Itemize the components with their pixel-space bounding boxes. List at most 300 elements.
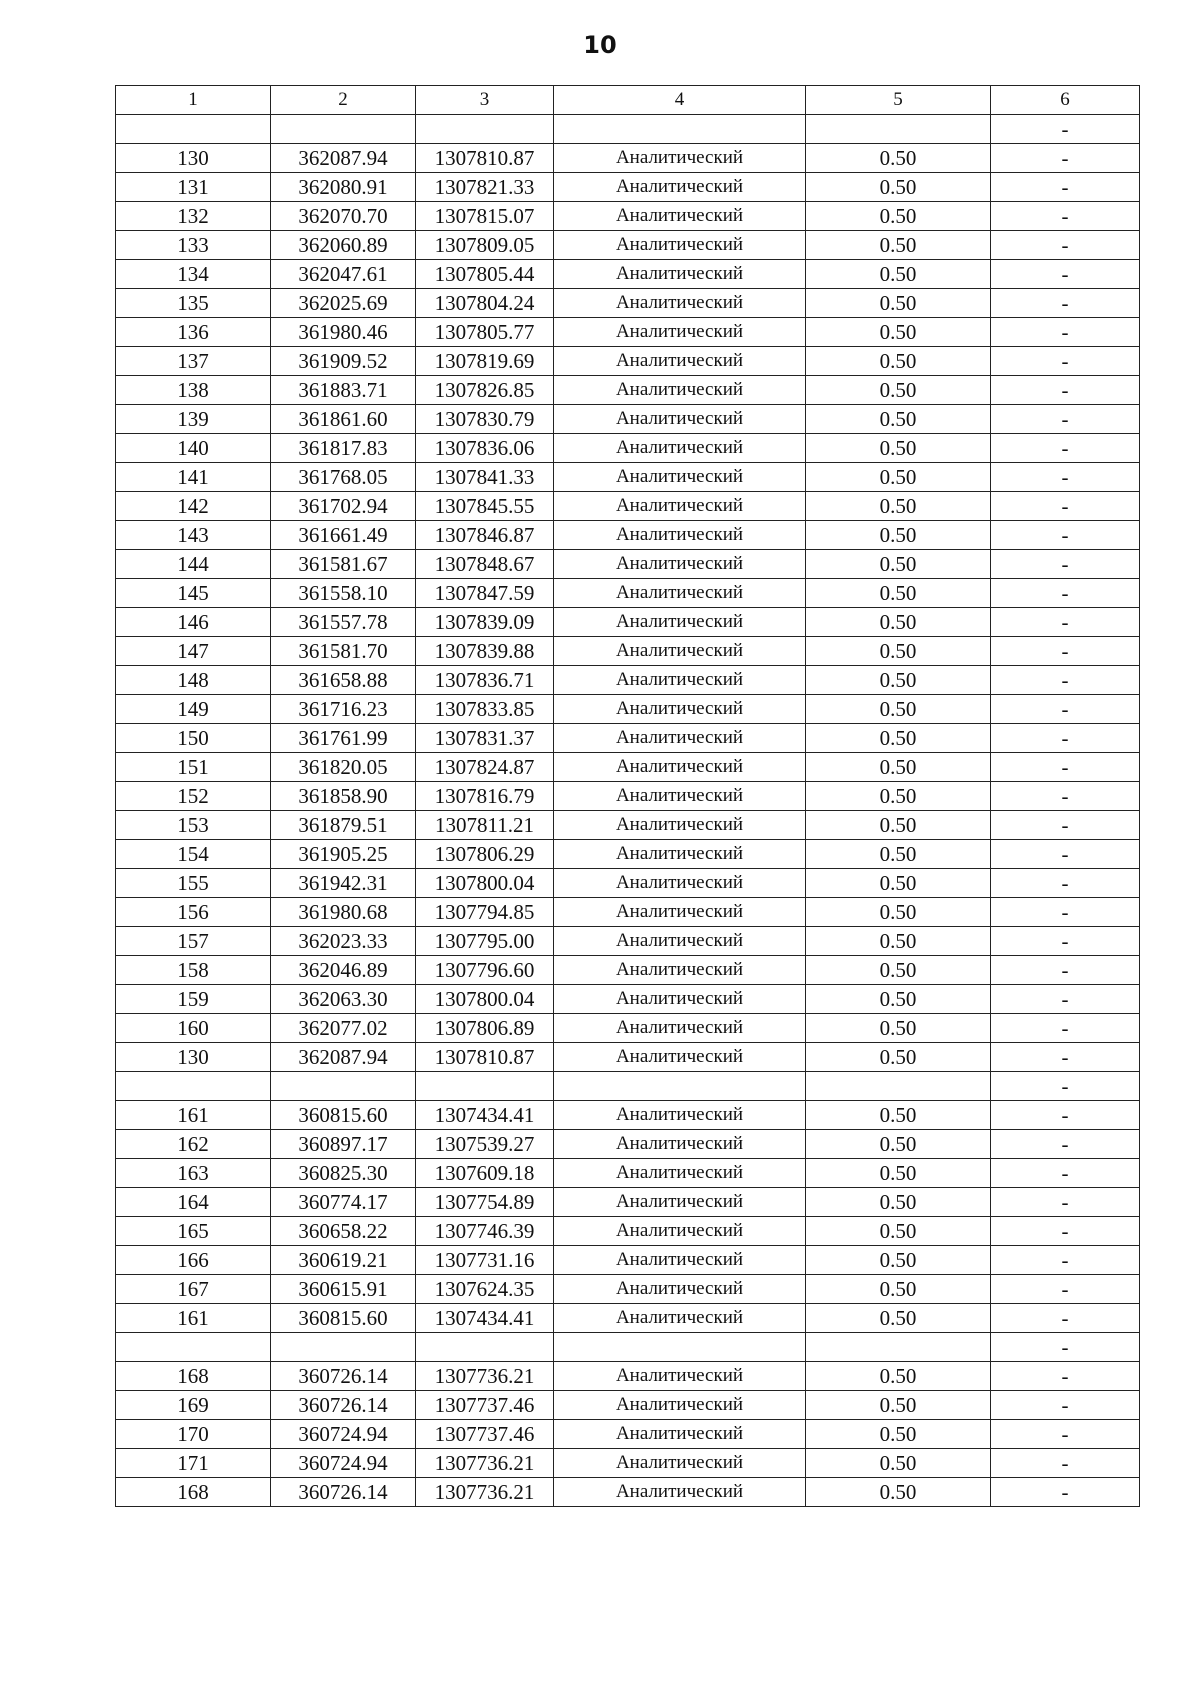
point-number-cell: 137	[116, 347, 271, 376]
accuracy-cell: 0.50	[806, 202, 991, 231]
y-coordinate-cell: 1307824.87	[416, 753, 554, 782]
accuracy-cell: 0.50	[806, 173, 991, 202]
y-coordinate-cell: 1307836.71	[416, 666, 554, 695]
table-row	[116, 260, 1140, 289]
x-coordinate-cell: 360825.30	[271, 1159, 416, 1188]
note-cell: -	[991, 1217, 1140, 1246]
accuracy-cell: 0.50	[806, 260, 991, 289]
method-cell: Аналитический	[554, 695, 806, 724]
method-cell: Аналитический	[554, 376, 806, 405]
note-cell: -	[991, 985, 1140, 1014]
note-cell: -	[991, 1304, 1140, 1333]
accuracy-cell: 0.50	[806, 811, 991, 840]
table-row	[116, 1478, 1140, 1507]
method-cell: Аналитический	[554, 666, 806, 695]
y-coordinate-cell	[416, 115, 554, 144]
x-coordinate-cell: 360724.94	[271, 1449, 416, 1478]
method-cell: Аналитический	[554, 985, 806, 1014]
point-number-cell	[116, 1333, 271, 1362]
x-coordinate-cell: 360726.14	[271, 1362, 416, 1391]
note-cell: -	[991, 927, 1140, 956]
note-cell: -	[991, 579, 1140, 608]
column-header-2: 2	[271, 86, 416, 115]
y-coordinate-cell: 1307831.37	[416, 724, 554, 753]
accuracy-cell	[806, 115, 991, 144]
x-coordinate-cell: 360724.94	[271, 1420, 416, 1449]
point-number-cell: 160	[116, 1014, 271, 1043]
column-header-1: 1	[116, 86, 271, 115]
point-number-cell: 144	[116, 550, 271, 579]
accuracy-cell: 0.50	[806, 1246, 991, 1275]
point-number-cell: 138	[116, 376, 271, 405]
table-row	[116, 869, 1140, 898]
accuracy-cell: 0.50	[806, 782, 991, 811]
accuracy-cell: 0.50	[806, 695, 991, 724]
accuracy-cell: 0.50	[806, 231, 991, 260]
table-row	[116, 202, 1140, 231]
x-coordinate-cell: 361980.46	[271, 318, 416, 347]
accuracy-cell: 0.50	[806, 1159, 991, 1188]
method-cell: Аналитический	[554, 608, 806, 637]
x-coordinate-cell: 361820.05	[271, 753, 416, 782]
point-number-cell: 158	[116, 956, 271, 985]
table-row	[116, 898, 1140, 927]
table-row	[116, 231, 1140, 260]
table-row	[116, 1043, 1140, 1072]
note-cell: -	[991, 1478, 1140, 1507]
method-cell: Аналитический	[554, 1420, 806, 1449]
table-row	[116, 550, 1140, 579]
table-body	[116, 115, 1140, 1507]
x-coordinate-cell: 362063.30	[271, 985, 416, 1014]
method-cell: Аналитический	[554, 811, 806, 840]
method-cell: Аналитический	[554, 869, 806, 898]
note-cell: -	[991, 637, 1140, 666]
table-row	[116, 1217, 1140, 1246]
note-cell: -	[991, 1362, 1140, 1391]
method-cell: Аналитический	[554, 1014, 806, 1043]
x-coordinate-cell: 361558.10	[271, 579, 416, 608]
x-coordinate-cell: 362046.89	[271, 956, 416, 985]
y-coordinate-cell: 1307794.85	[416, 898, 554, 927]
point-number-cell	[116, 115, 271, 144]
y-coordinate-cell: 1307821.33	[416, 173, 554, 202]
point-number-cell: 156	[116, 898, 271, 927]
point-number-cell: 143	[116, 521, 271, 550]
method-cell: Аналитический	[554, 1391, 806, 1420]
method-cell: Аналитический	[554, 1449, 806, 1478]
x-coordinate-cell: 361658.88	[271, 666, 416, 695]
method-cell: Аналитический	[554, 550, 806, 579]
accuracy-cell: 0.50	[806, 1130, 991, 1159]
point-number-cell: 153	[116, 811, 271, 840]
method-cell: Аналитический	[554, 579, 806, 608]
point-number-cell: 168	[116, 1362, 271, 1391]
x-coordinate-cell: 362070.70	[271, 202, 416, 231]
table-row	[116, 434, 1140, 463]
y-coordinate-cell: 1307624.35	[416, 1275, 554, 1304]
method-cell: Аналитический	[554, 144, 806, 173]
method-cell: Аналитический	[554, 1101, 806, 1130]
accuracy-cell: 0.50	[806, 318, 991, 347]
accuracy-cell: 0.50	[806, 985, 991, 1014]
accuracy-cell: 0.50	[806, 1217, 991, 1246]
point-number-cell: 132	[116, 202, 271, 231]
note-cell: -	[991, 1391, 1140, 1420]
table-row	[116, 840, 1140, 869]
note-cell: -	[991, 724, 1140, 753]
y-coordinate-cell: 1307819.69	[416, 347, 554, 376]
y-coordinate-cell: 1307847.59	[416, 579, 554, 608]
x-coordinate-cell	[271, 1333, 416, 1362]
y-coordinate-cell: 1307805.77	[416, 318, 554, 347]
x-coordinate-cell: 360615.91	[271, 1275, 416, 1304]
note-cell: -	[991, 521, 1140, 550]
x-coordinate-cell: 361661.49	[271, 521, 416, 550]
note-cell: -	[991, 260, 1140, 289]
x-coordinate-cell: 361817.83	[271, 434, 416, 463]
x-coordinate-cell: 361879.51	[271, 811, 416, 840]
y-coordinate-cell: 1307804.24	[416, 289, 554, 318]
point-number-cell: 161	[116, 1304, 271, 1333]
coordinates-table	[115, 85, 1140, 1507]
y-coordinate-cell: 1307810.87	[416, 1043, 554, 1072]
accuracy-cell: 0.50	[806, 927, 991, 956]
method-cell: Аналитический	[554, 260, 806, 289]
method-cell: Аналитический	[554, 1304, 806, 1333]
accuracy-cell: 0.50	[806, 347, 991, 376]
table-row	[116, 724, 1140, 753]
accuracy-cell: 0.50	[806, 1043, 991, 1072]
y-coordinate-cell: 1307836.06	[416, 434, 554, 463]
note-cell: -	[991, 173, 1140, 202]
point-number-cell: 145	[116, 579, 271, 608]
x-coordinate-cell: 361858.90	[271, 782, 416, 811]
method-cell: Аналитический	[554, 1130, 806, 1159]
x-coordinate-cell: 360815.60	[271, 1304, 416, 1333]
accuracy-cell: 0.50	[806, 144, 991, 173]
x-coordinate-cell: 361557.78	[271, 608, 416, 637]
point-number-cell: 130	[116, 144, 271, 173]
table-row	[116, 1391, 1140, 1420]
y-coordinate-cell: 1307806.89	[416, 1014, 554, 1043]
y-coordinate-cell: 1307609.18	[416, 1159, 554, 1188]
y-coordinate-cell: 1307800.04	[416, 985, 554, 1014]
note-cell: -	[991, 1159, 1140, 1188]
point-number-cell: 140	[116, 434, 271, 463]
y-coordinate-cell: 1307811.21	[416, 811, 554, 840]
x-coordinate-cell: 362080.91	[271, 173, 416, 202]
point-number-cell: 142	[116, 492, 271, 521]
table-row	[116, 579, 1140, 608]
y-coordinate-cell: 1307539.27	[416, 1130, 554, 1159]
y-coordinate-cell: 1307737.46	[416, 1420, 554, 1449]
table-row	[116, 376, 1140, 405]
accuracy-cell: 0.50	[806, 869, 991, 898]
point-number-cell: 131	[116, 173, 271, 202]
method-cell: Аналитический	[554, 434, 806, 463]
x-coordinate-cell: 360774.17	[271, 1188, 416, 1217]
table-row	[116, 318, 1140, 347]
method-cell: Аналитический	[554, 1275, 806, 1304]
note-cell: -	[991, 666, 1140, 695]
note-cell: -	[991, 289, 1140, 318]
y-coordinate-cell: 1307810.87	[416, 144, 554, 173]
x-coordinate-cell: 361905.25	[271, 840, 416, 869]
note-cell: -	[991, 1101, 1140, 1130]
point-number-cell: 171	[116, 1449, 271, 1478]
accuracy-cell: 0.50	[806, 840, 991, 869]
method-cell: Аналитический	[554, 347, 806, 376]
y-coordinate-cell: 1307841.33	[416, 463, 554, 492]
y-coordinate-cell: 1307830.79	[416, 405, 554, 434]
point-number-cell: 135	[116, 289, 271, 318]
point-number-cell: 152	[116, 782, 271, 811]
y-coordinate-cell: 1307434.41	[416, 1101, 554, 1130]
method-cell: Аналитический	[554, 1478, 806, 1507]
table-row	[116, 782, 1140, 811]
note-cell: -	[991, 1333, 1140, 1362]
point-number-cell: 134	[116, 260, 271, 289]
point-number-cell: 141	[116, 463, 271, 492]
point-number-cell: 147	[116, 637, 271, 666]
method-cell: Аналитический	[554, 1246, 806, 1275]
table-row	[116, 347, 1140, 376]
note-cell: -	[991, 463, 1140, 492]
note-cell: -	[991, 1420, 1140, 1449]
accuracy-cell: 0.50	[806, 1188, 991, 1217]
x-coordinate-cell: 361761.99	[271, 724, 416, 753]
y-coordinate-cell: 1307754.89	[416, 1188, 554, 1217]
method-cell	[554, 115, 806, 144]
y-coordinate-cell: 1307736.21	[416, 1449, 554, 1478]
accuracy-cell: 0.50	[806, 405, 991, 434]
x-coordinate-cell: 361942.31	[271, 869, 416, 898]
point-number-cell	[116, 1072, 271, 1101]
method-cell: Аналитический	[554, 289, 806, 318]
point-number-cell: 150	[116, 724, 271, 753]
table-row	[116, 1101, 1140, 1130]
table-row	[116, 1246, 1140, 1275]
method-cell: Аналитический	[554, 521, 806, 550]
accuracy-cell	[806, 1072, 991, 1101]
point-number-cell: 166	[116, 1246, 271, 1275]
accuracy-cell: 0.50	[806, 637, 991, 666]
table-row	[116, 521, 1140, 550]
y-coordinate-cell: 1307826.85	[416, 376, 554, 405]
accuracy-cell: 0.50	[806, 1101, 991, 1130]
point-number-cell: 162	[116, 1130, 271, 1159]
point-number-cell: 130	[116, 1043, 271, 1072]
accuracy-cell: 0.50	[806, 521, 991, 550]
accuracy-cell: 0.50	[806, 724, 991, 753]
table-row	[116, 289, 1140, 318]
method-cell: Аналитический	[554, 840, 806, 869]
x-coordinate-cell: 360897.17	[271, 1130, 416, 1159]
table-row	[116, 1449, 1140, 1478]
x-coordinate-cell	[271, 115, 416, 144]
point-number-cell: 165	[116, 1217, 271, 1246]
method-cell: Аналитический	[554, 927, 806, 956]
y-coordinate-cell: 1307848.67	[416, 550, 554, 579]
method-cell: Аналитический	[554, 1043, 806, 1072]
accuracy-cell: 0.50	[806, 666, 991, 695]
note-cell: -	[991, 695, 1140, 724]
method-cell: Аналитический	[554, 724, 806, 753]
note-cell: -	[991, 550, 1140, 579]
y-coordinate-cell: 1307806.29	[416, 840, 554, 869]
note-cell: -	[991, 1072, 1140, 1101]
table-row	[116, 1159, 1140, 1188]
method-cell: Аналитический	[554, 173, 806, 202]
accuracy-cell: 0.50	[806, 1478, 991, 1507]
table-row	[116, 927, 1140, 956]
note-cell: -	[991, 608, 1140, 637]
method-cell: Аналитический	[554, 202, 806, 231]
point-number-cell: 133	[116, 231, 271, 260]
table-row	[116, 1130, 1140, 1159]
method-cell	[554, 1333, 806, 1362]
y-coordinate-cell	[416, 1072, 554, 1101]
note-cell: -	[991, 956, 1140, 985]
point-number-cell: 159	[116, 985, 271, 1014]
method-cell: Аналитический	[554, 231, 806, 260]
x-coordinate-cell: 360658.22	[271, 1217, 416, 1246]
accuracy-cell: 0.50	[806, 1362, 991, 1391]
note-cell: -	[991, 1188, 1140, 1217]
point-number-cell: 170	[116, 1420, 271, 1449]
y-coordinate-cell: 1307746.39	[416, 1217, 554, 1246]
y-coordinate-cell: 1307809.05	[416, 231, 554, 260]
table-row	[116, 985, 1140, 1014]
point-number-cell: 164	[116, 1188, 271, 1217]
y-coordinate-cell: 1307736.21	[416, 1362, 554, 1391]
x-coordinate-cell: 362025.69	[271, 289, 416, 318]
note-cell: -	[991, 782, 1140, 811]
x-coordinate-cell: 361581.70	[271, 637, 416, 666]
table-row	[116, 608, 1140, 637]
point-number-cell: 168	[116, 1478, 271, 1507]
accuracy-cell: 0.50	[806, 1275, 991, 1304]
table-row	[116, 1275, 1140, 1304]
note-cell: -	[991, 347, 1140, 376]
y-coordinate-cell: 1307800.04	[416, 869, 554, 898]
x-coordinate-cell	[271, 1072, 416, 1101]
point-number-cell: 169	[116, 1391, 271, 1420]
accuracy-cell: 0.50	[806, 1449, 991, 1478]
note-cell: -	[991, 318, 1140, 347]
method-cell: Аналитический	[554, 1159, 806, 1188]
accuracy-cell: 0.50	[806, 492, 991, 521]
x-coordinate-cell: 361980.68	[271, 898, 416, 927]
y-coordinate-cell: 1307805.44	[416, 260, 554, 289]
note-cell: -	[991, 434, 1140, 463]
x-coordinate-cell: 361581.67	[271, 550, 416, 579]
point-number-cell: 157	[116, 927, 271, 956]
point-number-cell: 146	[116, 608, 271, 637]
accuracy-cell: 0.50	[806, 434, 991, 463]
y-coordinate-cell	[416, 1333, 554, 1362]
x-coordinate-cell: 361883.71	[271, 376, 416, 405]
y-coordinate-cell: 1307846.87	[416, 521, 554, 550]
accuracy-cell: 0.50	[806, 1304, 991, 1333]
table-row	[116, 1014, 1140, 1043]
x-coordinate-cell: 362087.94	[271, 144, 416, 173]
x-coordinate-cell: 361861.60	[271, 405, 416, 434]
table-row	[116, 1188, 1140, 1217]
accuracy-cell	[806, 1333, 991, 1362]
method-cell: Аналитический	[554, 1217, 806, 1246]
point-number-cell: 139	[116, 405, 271, 434]
y-coordinate-cell: 1307795.00	[416, 927, 554, 956]
accuracy-cell: 0.50	[806, 1391, 991, 1420]
y-coordinate-cell: 1307731.16	[416, 1246, 554, 1275]
note-cell: -	[991, 1449, 1140, 1478]
method-cell: Аналитический	[554, 898, 806, 927]
method-cell: Аналитический	[554, 318, 806, 347]
accuracy-cell: 0.50	[806, 579, 991, 608]
table-row	[116, 144, 1140, 173]
method-cell: Аналитический	[554, 492, 806, 521]
x-coordinate-cell: 362087.94	[271, 1043, 416, 1072]
table-row	[116, 695, 1140, 724]
note-cell: -	[991, 840, 1140, 869]
accuracy-cell: 0.50	[806, 376, 991, 405]
table-row	[116, 753, 1140, 782]
y-coordinate-cell: 1307839.09	[416, 608, 554, 637]
table-row	[116, 811, 1140, 840]
note-cell: -	[991, 405, 1140, 434]
note-cell: -	[991, 376, 1140, 405]
point-number-cell: 161	[116, 1101, 271, 1130]
x-coordinate-cell: 361702.94	[271, 492, 416, 521]
table-row	[116, 1333, 1140, 1362]
column-header-5: 5	[806, 86, 991, 115]
y-coordinate-cell: 1307737.46	[416, 1391, 554, 1420]
accuracy-cell: 0.50	[806, 956, 991, 985]
y-coordinate-cell: 1307796.60	[416, 956, 554, 985]
note-cell: -	[991, 202, 1140, 231]
y-coordinate-cell: 1307815.07	[416, 202, 554, 231]
x-coordinate-cell: 361909.52	[271, 347, 416, 376]
y-coordinate-cell: 1307839.88	[416, 637, 554, 666]
column-header-3: 3	[416, 86, 554, 115]
note-cell: -	[991, 1014, 1140, 1043]
point-number-cell: 149	[116, 695, 271, 724]
note-cell: -	[991, 492, 1140, 521]
method-cell: Аналитический	[554, 405, 806, 434]
method-cell: Аналитический	[554, 1362, 806, 1391]
method-cell	[554, 1072, 806, 1101]
note-cell: -	[991, 869, 1140, 898]
note-cell: -	[991, 1246, 1140, 1275]
note-cell: -	[991, 811, 1140, 840]
accuracy-cell: 0.50	[806, 463, 991, 492]
x-coordinate-cell: 360726.14	[271, 1391, 416, 1420]
column-header-6: 6	[991, 86, 1140, 115]
table-row	[116, 1420, 1140, 1449]
note-cell: -	[991, 753, 1140, 782]
x-coordinate-cell: 361716.23	[271, 695, 416, 724]
table-row	[116, 666, 1140, 695]
note-cell: -	[991, 898, 1140, 927]
method-cell: Аналитический	[554, 956, 806, 985]
table-row	[116, 1072, 1140, 1101]
table-row	[116, 115, 1140, 144]
column-header-4: 4	[554, 86, 806, 115]
table-header-row	[116, 86, 1140, 115]
note-cell: -	[991, 231, 1140, 260]
